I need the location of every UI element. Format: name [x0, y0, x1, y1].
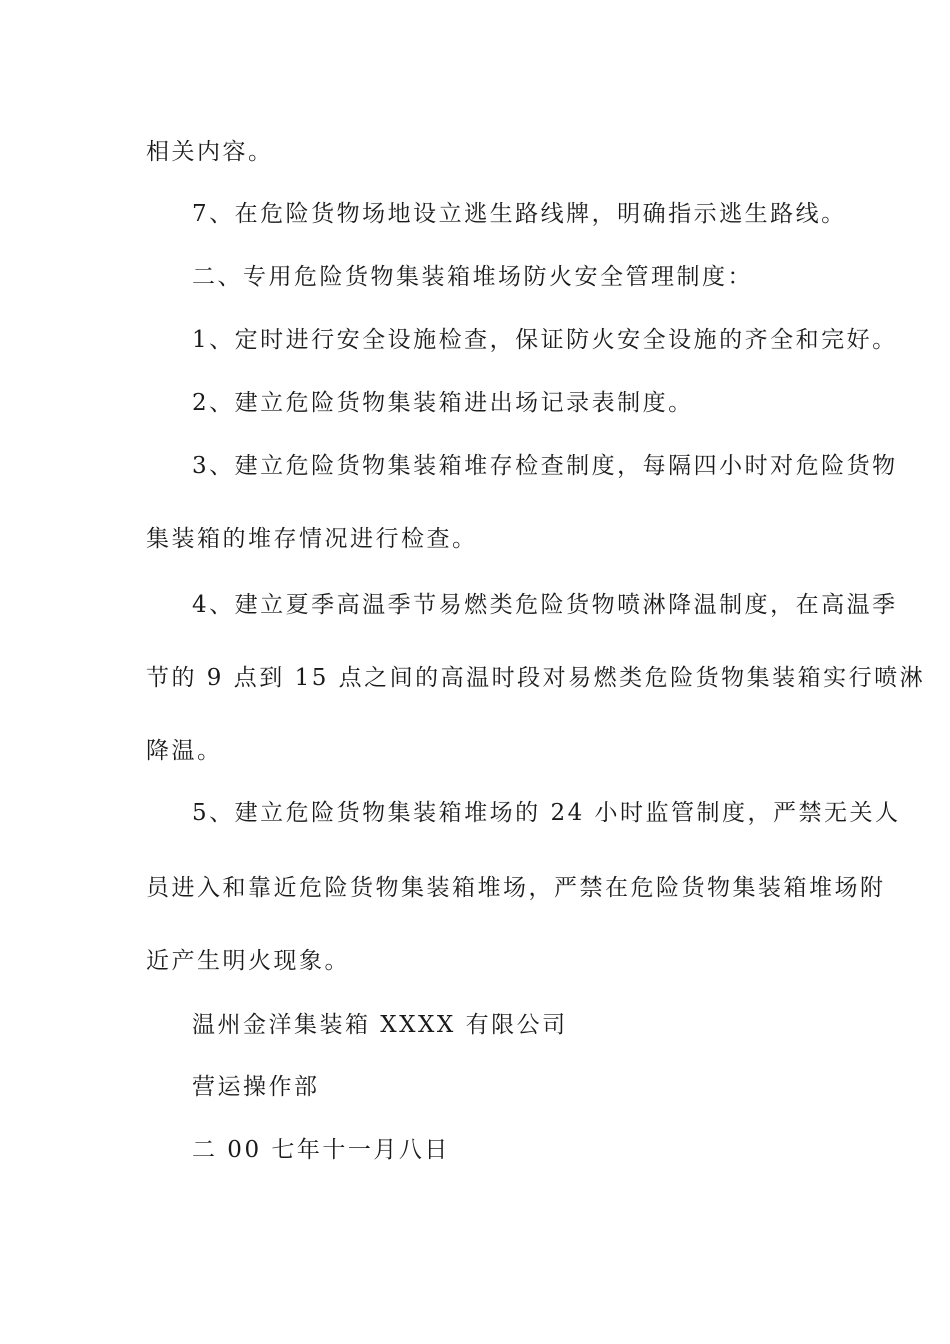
signature-company: 温州金洋集装箱 XXXX 有限公司	[192, 1012, 568, 1038]
paragraph-line: 1、定时进行安全设施检查，保证防火安全设施的齐全和完好。	[192, 327, 898, 353]
paragraph-line: 员进入和靠近危险货物集装箱堆场，严禁在危险货物集装箱堆场附	[146, 875, 886, 901]
paragraph-line: 5、建立危险货物集装箱堆场的 24 小时监管制度，严禁无关人	[192, 800, 901, 826]
paragraph-line: 4、建立夏季高温季节易燃类危险货物喷淋降温制度，在高温季	[192, 592, 898, 618]
paragraph-line: 7、在危险货物场地设立逃生路线牌，明确指示逃生路线。	[192, 201, 847, 227]
paragraph-line: 近产生明火现象。	[146, 948, 350, 974]
signature-date: 二 00 七年十一月八日	[192, 1137, 450, 1163]
section-heading: 二、专用危险货物集装箱堆场防火安全管理制度：	[192, 264, 753, 290]
paragraph-line: 降温。	[146, 738, 223, 764]
signature-department: 营运操作部	[192, 1074, 320, 1100]
paragraph-line: 集装箱的堆存情况进行检查。	[146, 526, 478, 552]
paragraph-line: 节的 9 点到 15 点之间的高温时段对易燃类危险货物集装箱实行喷淋	[146, 665, 926, 691]
paragraph-line: 2、建立危险货物集装箱进出场记录表制度。	[192, 390, 694, 416]
paragraph-line: 3、建立危险货物集装箱堆存检查制度，每隔四小时对危险货物	[192, 453, 898, 479]
paragraph-line: 相关内容。	[146, 139, 274, 165]
